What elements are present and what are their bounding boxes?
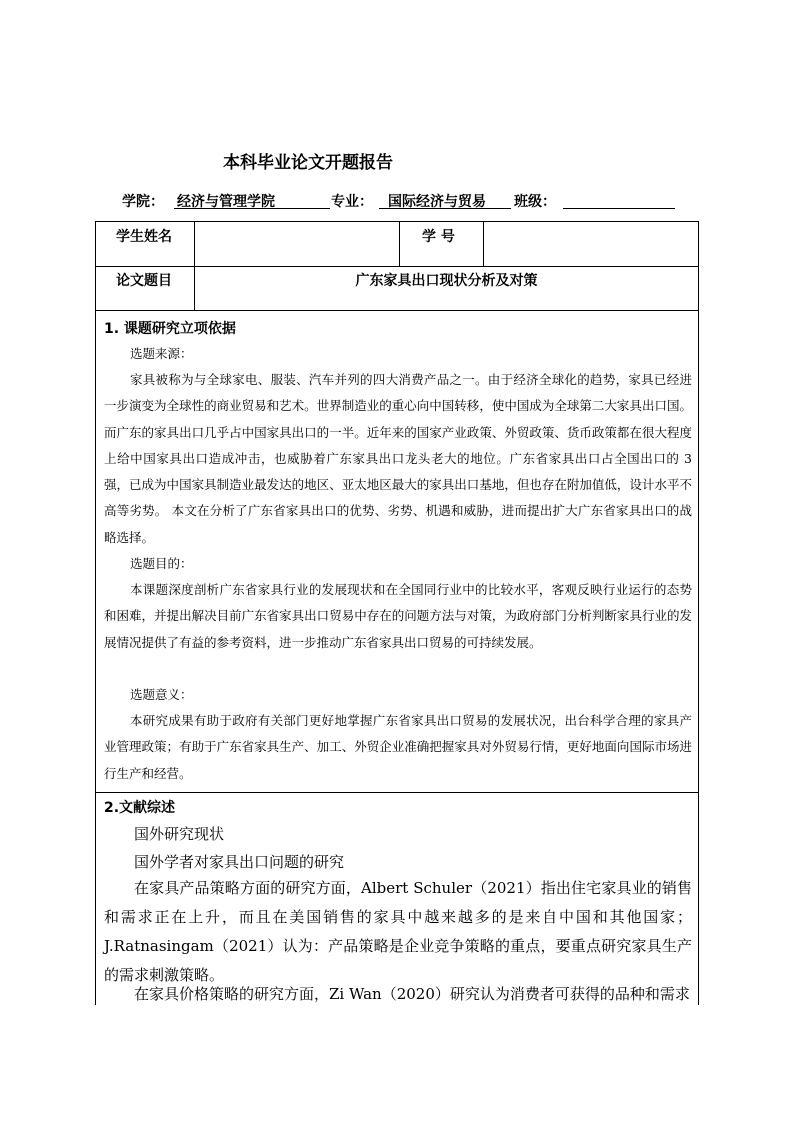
subheading-foreign-research: 国外研究现状 — [134, 825, 225, 843]
thesis-title-value: 广东家具出口现状分析及对策 — [355, 273, 538, 289]
student-name-label: 学生姓名 — [116, 229, 172, 245]
row-divider — [96, 266, 698, 267]
row-divider — [96, 792, 698, 793]
class-label: 班级： — [514, 194, 556, 210]
section1-heading: 1. 课题研究立项依据 — [104, 321, 236, 337]
purpose-label: 选题目的： — [130, 556, 193, 571]
major-label: 专业： — [331, 194, 373, 210]
college-value: 经济与管理学院 — [177, 194, 275, 210]
student-id-label: 学 号 — [422, 229, 455, 245]
source-text: 家具被称为与全球家电、服装、汽车并列的四大消费产品之一。由于经济全球化的趋势，家具已经进一步演变为全球性的商业贸易和艺术。世界制造业的重心向中国转移，使中国成为全球第二大家具出口国。而广东的家具出口几乎占中国家具出口的一半。近年来的国家产业政策、外贸政策、货币政策都在很大程度上给中国家具出口造成冲击，也威胁着广东家具出口龙头老大的地位。广东省家具出口占全国出口的 3 强，已成为中国家具制造业最发达的地区、亚太地区最大的家具出口基地，但也存在附加值低，设计水平不高等劣势。 本文在分析了广东省家具出口的优势、劣势、机遇和威胁，进而提出扩大广东省家具出口的战略选择。 — [104, 372, 692, 545]
major-value: 国际经济与贸易 — [388, 194, 486, 210]
student-name-field[interactable] — [195, 222, 400, 265]
college-label: 学院： — [122, 194, 164, 210]
row-divider — [96, 310, 698, 311]
purpose-text: 本课题深度剖析广东省家具行业的发展现状和在全国同行业中的比较水平，客观反映行业运行的态势和困难，并提出解决目前广东省家具出口贸易中存在的问题方法与对策，为政府部门分析判断家具行业的发展情况提供了有益的参考资料，进一步推动广东省家具出口贸易的可持续发展。 — [104, 582, 692, 650]
column-divider — [399, 222, 400, 266]
major-underline — [379, 208, 511, 209]
column-divider — [483, 222, 484, 266]
subheading-foreign-scholars: 国外学者对家具出口问题的研究 — [134, 853, 345, 871]
proposal-table — [95, 221, 699, 1005]
significance-text: 本研究成果有助于政府有关部门更好地掌握广东省家具出口贸易的发展状况，出台科学合理的家具产业管理政策；有助于广东省家具生产、加工、外贸企业准确把握家具对外贸易行情，更好地面向国际市场进行生产和经营。 — [104, 713, 692, 781]
college-underline — [174, 208, 330, 209]
significance-label: 选题意义： — [130, 687, 193, 702]
thesis-title-label: 论文题目 — [116, 273, 172, 289]
page-title: 本科毕业论文开题报告 — [223, 153, 393, 173]
student-id-field[interactable] — [484, 222, 698, 265]
literature-paragraph-2: 在家具价格策略的研究方面，Zi Wan（2020）研究认为消费者可获得的品种和需求 — [134, 985, 690, 1003]
source-label: 选题来源： — [130, 346, 193, 361]
literature-paragraph-1: 在家具产品策略方面的研究方面，Albert Schuler（2021）指出住宅家具业的销售和需求正在上升，而且在美国销售的家具中越来越多的是来自中国和其他国家；J.Ratnasingam（2021）认为：产品策略是企业竞争策略的重点，要重点研究家具生产的需求刺激策略。 — [104, 879, 692, 984]
class-underline — [563, 208, 675, 209]
section2-heading: 2.文献综述 — [104, 800, 176, 816]
